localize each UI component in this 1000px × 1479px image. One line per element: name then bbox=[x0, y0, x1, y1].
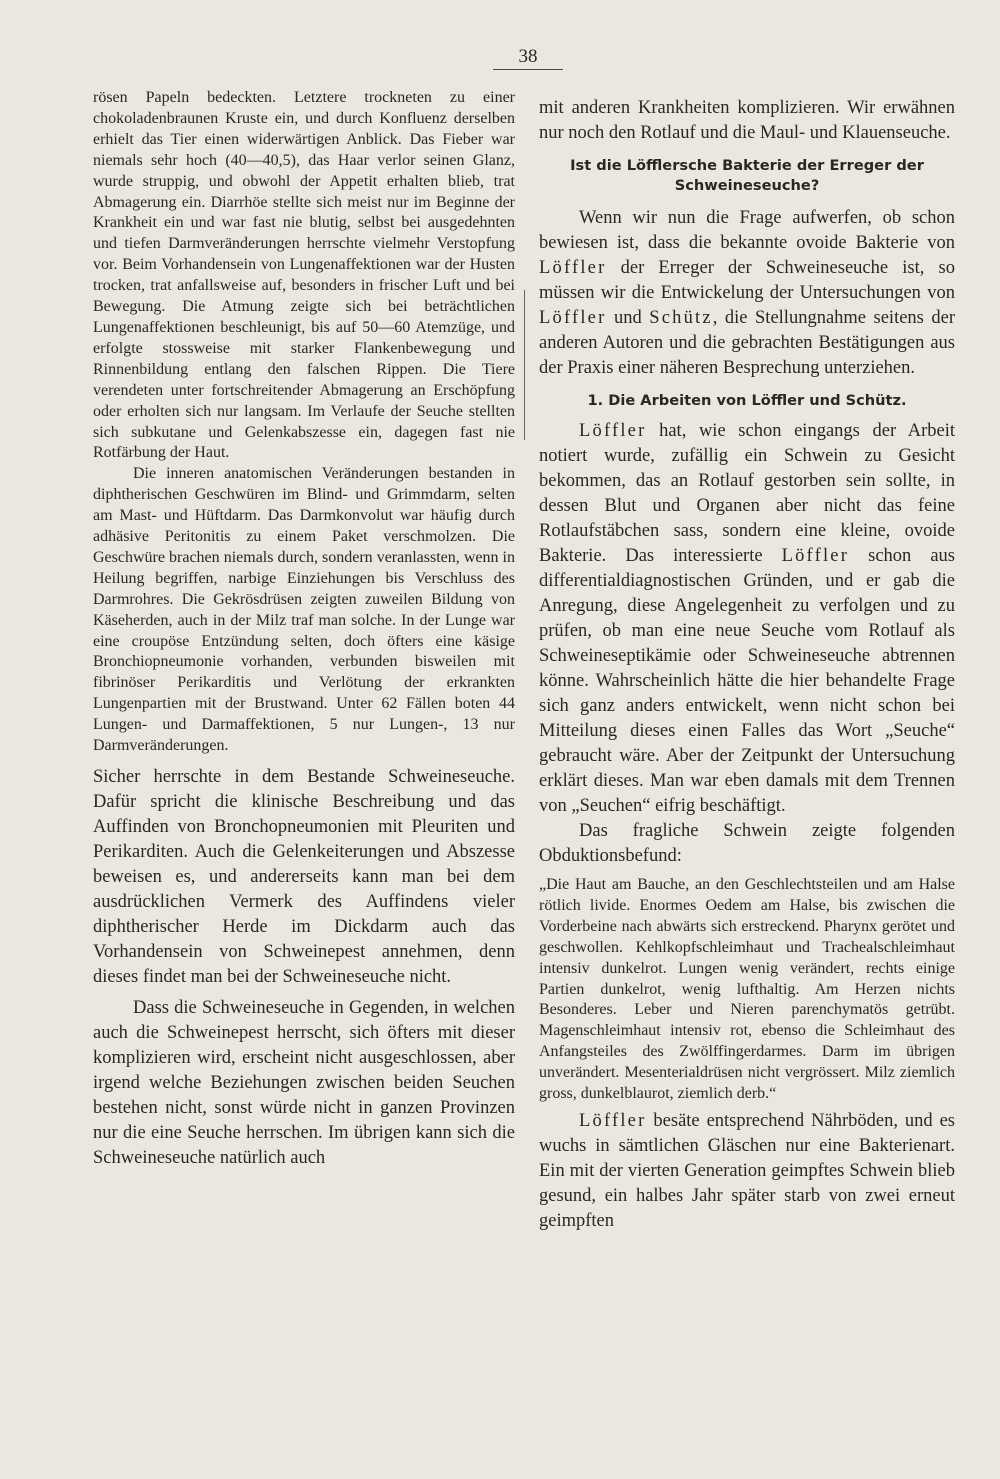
right-paragraph-3 bbox=[539, 419, 955, 819]
left-paragraph-4: Dass die Schweineseuche in Gegenden, in welchen auch die Schweinepest herrscht, sich öfters mit dieser komplizieren wird, erscheint nicht ausgeschlossen, aber irgend welche Beziehungen zwischen beiden Seuchen bestehen nicht, sonst würde nicht in ganzen Provinzen nur die eine Seuche herrschen. Im übrigen kann sich die Schweineseuche natürlich auch bbox=[93, 998, 515, 1168]
right-paragraph-5 bbox=[539, 1109, 955, 1234]
author-name-loeffler: Löffler bbox=[539, 258, 607, 278]
text-run: hat, wie schon eingangs der Arbeit notiert wurde, zufällig ein Schwein zu Gesicht bekommen, das an Rotlauf gestorben sein sollte, in dessen Blut und Organen aber nicht das feine Rotlaufstäbchen sass, sondern eine kleine, ovoide Bakterie. Das interessierte bbox=[539, 421, 955, 566]
author-name-loeffler: Löffler bbox=[579, 1110, 647, 1131]
author-name-loeffler: Löffler bbox=[539, 308, 607, 328]
author-name-loeffler: Löffler bbox=[579, 421, 647, 441]
text-run: besäte entsprechend Nährböden, und es wuchs in sämtlichen Gläschen nur eine Bakterienart. Ein mit der vierten Generation geimpftes Schwein blieb gesund, ein halbes Jahr später starb von zwei erneut geimpften bbox=[539, 1110, 955, 1231]
left-paragraph-2: Die inneren anatomischen Veränderungen bestanden in diphtherischen Geschwüren im Blind- und Grimmdarm, selten am Mast- und Hüftdarm. Das Darmkonvolut war häufig durch adhäsive Peritonitis zu einem Paket verschmolzen. Die Geschwüre brachen niemals durch, sondern veranlassten, wenn in Heilung begriffen, narbige Einziehungen bis Verschluss des Darmrohres. Die Gekrösdrüsen zeigten zuweilen Bildung von Käseherden, auch in der Milz traf man solche. In der Lunge war eine croupöse Entzündung selten, doch öfters eine käsige Bronchiopneumonie vorhanden, verbunden bisweilen mit fibrinöser Perikarditis und Verlötung der erkrankten Lungenpartien mit der Brustwand. Unter 62 Fällen boten 44 Lungen- und Darmaffektionen, 5 nur Lungen-, 13 nur Darmveränderungen. bbox=[93, 465, 515, 755]
right-paragraph-4: Das fragliche Schwein zeigte folgenden Obduktionsbefund: bbox=[539, 821, 955, 866]
right-column bbox=[539, 96, 955, 1234]
text-run: der Erreger der Schweineseuche ist, so müssen wir die Entwickelung der Untersuchungen von bbox=[539, 258, 955, 303]
right-paragraph-1: mit anderen Krankheiten komplizieren. Wir erwähnen nur noch den Rotlauf und die Maul- und Klauenseuche. bbox=[539, 98, 955, 143]
left-paragraph-3: Sicher herrschte in dem Bestande Schweineseuche. Dafür spricht die klinische Beschreibung und das Auffinden von Bronchopneumonien mit Pleuriten und Perikarditen. Auch die Gelenkeiterungen und Abszesse beweisen es, und andererseits kann man bei dem ausdrücklichen Vermerk des Auffindens vieler diphtherischer Herde im Dickdarm auch das Vorhandensein von Schweinepest annehmen, denn dieses findet man bei der Schweineseuche nicht. bbox=[93, 767, 515, 987]
section-heading-loeffler-bacterium: Ist die Löfflersche Bakterie der Erreger der Schweineseuche? bbox=[570, 157, 924, 194]
text-run: , die Stellungnahme seitens der anderen Autoren und die gebrachten Bestätigungen aus der Praxis einer näheren Besprechung unterziehen. bbox=[539, 308, 955, 378]
left-paragraph-1: rösen Papeln bedeckten. Letztere trockneten zu einer chokoladenbraunen Kruste ein, und durch Konfluenz derselben erhielt das Tier einen widerwärtigen Anblick. Das Fieber war niemals sehr hoch (40—40,5), das Haar verlor seinen Glanz, wurde struppig, und obwohl der Appetit erhalten blieb, trat Abmagerung ein. Diarrhöe stellte sich meist nur im Beginne der Krankheit ein und war fast nie blutig, selbst bei ausgedehnten und tiefen Darmveränderungen herrschte vielmehr Verstopfung vor. Beim Vorhandensein von Lungenaffektionen war der Husten trocken, trat anfallsweise auf, besonders in frischer Luft und bei Bewegung. Die Atmung zeigte sich bei beträchtlichen Lungenaffektionen beschleunigt, bis auf 50—60 Atemzüge, und erfolgte stossweise mit starker Flankenbewegung und Rinnenbildung entlang den falschen Rippen. Die Tiere verendeten unter fortschreitender Abmagerung an Erschöpfung oder erholten sich nur langsam. Im Verlaufe der Seuche stellten sich subkutane und Gelenkabszesse ein, dagegen fast nie Rotfärbung der Haut. bbox=[93, 89, 515, 462]
left-column bbox=[93, 88, 515, 1171]
author-name-schuetz: Schütz bbox=[649, 308, 713, 328]
page-number: 38 bbox=[518, 46, 538, 67]
text-run: Wenn wir nun die Frage aufwerfen, ob schon bewiesen ist, dass die bekannte ovoide Bakterie von bbox=[539, 208, 955, 253]
text-run: und bbox=[606, 308, 650, 328]
text-run: schon aus differentialdiagnostischen Gründen, und er gab die Anregung, diese Angelegenheit zu verfolgen und zu prüfen, ob man eine neue Seuche vom Rotlauf als Schweineseptikämie oder Schweineseuche abtrennen könne. Wahrscheinlich hätte die hier behandelte Frage sich ganz anders entwickelt, wenn nicht schon bei Mitteilung dieses einen Falles das Wort „Seuche“ gebraucht wäre. Aber der Zeitpunkt der Untersuchung erklärt dieses. Man war eben damals mit dem Trennen von „Seuchen“ eifrig beschäftigt. bbox=[539, 546, 955, 816]
column-divider bbox=[524, 290, 525, 440]
section-heading-works: 1. Die Arbeiten von Löffler und Schütz. bbox=[587, 392, 907, 409]
page-number-rule bbox=[493, 69, 563, 70]
right-paragraph-2 bbox=[539, 206, 955, 381]
author-name-loeffler: Löffler bbox=[781, 546, 850, 566]
autopsy-quote: „Die Haut am Bauche, an den Geschlechtsteilen und am Halse rötlich livide. Enormes Oedem am Halse, bis zwischen die Vorderbeine nach abwärts sich erstreckend. Pharynx gerötet und geschwollen. Kehlkopfschleimhaut und Trachealschleimhaut intensiv dunkelrot. Lungen wenig verändert, rechts einige Partien dunkelrot, wenig lufthaltig. Am Herzen nichts Besonderes. Leber und Nieren parenchymatös getrübt. Magenschleimhaut intensiv rot, ebenso die Schleimhaut des Anfangsteiles des Zwölffingerdarmes. Darm im übrigen unverändert. Mesenterialdrüsen nicht vergrössert. Milz ziemlich gross, dunkelblaurot, ziemlich derb.“ bbox=[539, 876, 955, 1103]
